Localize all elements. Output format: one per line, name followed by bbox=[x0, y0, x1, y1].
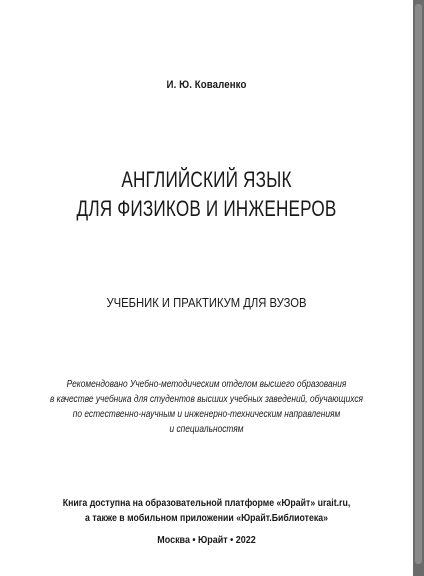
recommendation-line: и специальностям bbox=[169, 424, 244, 435]
book-subtitle: УЧЕБНИК И ПРАКТИКУМ ДЛЯ ВУЗОВ bbox=[106, 296, 307, 310]
book-title-line-2: ДЛЯ ФИЗИКОВ И ИНЖЕНЕРОВ bbox=[76, 196, 337, 221]
scrollbar-thumb[interactable] bbox=[415, 4, 422, 564]
book-title-line-1: АНГЛИЙСКИЙ ЯЗЫК bbox=[121, 167, 292, 192]
recommendation-line: по естественно-научным и инженерно-техническим направлениям bbox=[72, 409, 341, 420]
availability-line: а также в мобильном приложении «Юрайт.Библиотека» bbox=[85, 513, 328, 524]
vertical-scrollbar[interactable] bbox=[413, 0, 424, 576]
recommendation-line: в качестве учебника для студентов высших учебных заведений, обучающихся bbox=[49, 394, 364, 405]
availability-line: Книга доступна на образовательной платформе «Юрайт» urait.ru, bbox=[62, 498, 351, 509]
recommendation-line: Рекомендовано Учебно-методическим отделом высшего образования bbox=[66, 379, 347, 390]
author-name: И. Ю. Коваленко bbox=[166, 79, 247, 91]
publication-imprint: Москва • Юрайт • 2022 bbox=[157, 535, 256, 546]
